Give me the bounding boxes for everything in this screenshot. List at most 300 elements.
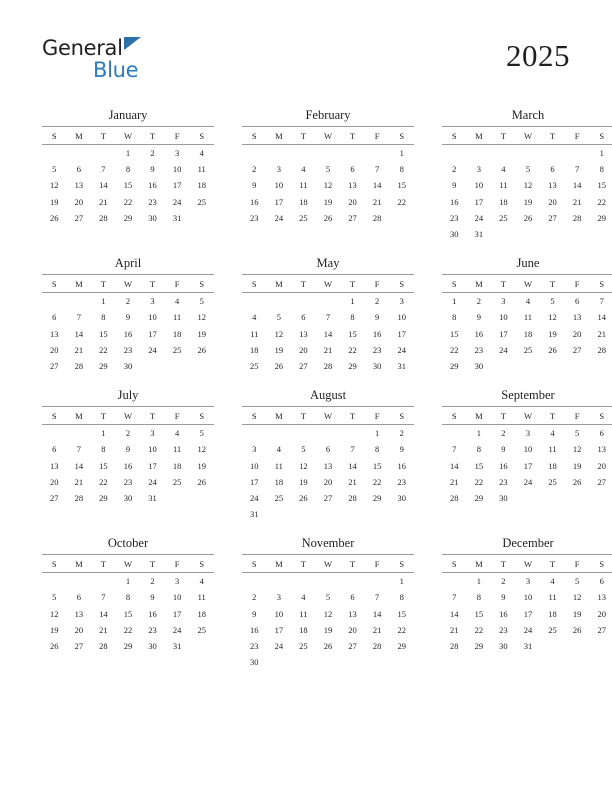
day-cell[interactable]: 10 [274,608,284,619]
day-cell[interactable]: 29 [397,641,406,652]
day-cell[interactable]: 23 [372,344,382,355]
day-cell[interactable]: 31 [172,641,182,652]
day-cell[interactable]: 1 [101,296,106,307]
day-cell[interactable]: 18 [250,344,259,355]
day-cell[interactable]: 28 [74,360,84,371]
day-cell[interactable]: 3 [399,296,404,307]
day-cell[interactable]: 26 [572,476,582,487]
day-cell[interactable]: 22 [397,196,406,207]
day-cell[interactable]: 4 [174,296,180,307]
day-cell[interactable]: 1 [101,428,106,439]
day-cell[interactable]: 17 [499,328,508,339]
day-cell[interactable]: 31 [148,492,157,503]
day-cell[interactable]: 3 [476,164,481,175]
day-cell[interactable]: 4 [550,428,555,439]
day-cell[interactable]: 15 [474,460,484,471]
day-cell[interactable]: 7 [599,296,604,307]
day-cell[interactable]: 8 [101,444,106,455]
day-cell[interactable]: 28 [597,344,606,355]
day-cell[interactable]: 29 [123,641,133,652]
day-cell[interactable]: 31 [250,509,259,520]
day-cell[interactable]: 3 [525,428,531,439]
day-cell[interactable]: 4 [501,164,506,175]
day-cell[interactable]: 7 [350,444,355,455]
day-cell[interactable]: 14 [372,180,382,191]
day-cell[interactable]: 14 [597,312,606,323]
day-cell[interactable]: 21 [99,624,108,635]
day-cell[interactable]: 29 [450,360,459,371]
day-cell[interactable]: 2 [252,592,257,603]
day-cell[interactable]: 7 [76,312,81,323]
day-cell[interactable]: 22 [397,624,406,635]
day-cell[interactable]: 22 [123,624,133,635]
day-cell[interactable]: 3 [525,576,531,587]
day-cell[interactable]: 6 [574,296,580,307]
day-cell[interactable]: 21 [372,624,382,635]
day-cell[interactable]: 9 [252,180,257,191]
day-cell[interactable]: 24 [499,344,508,355]
day-cell[interactable]: 29 [474,492,484,503]
day-cell[interactable]: 25 [274,492,284,503]
day-cell[interactable]: 31 [172,212,182,223]
day-cell[interactable]: 23 [499,624,508,635]
day-cell[interactable]: 10 [250,460,259,471]
day-cell[interactable]: 6 [325,444,331,455]
day-cell[interactable]: 18 [274,476,284,487]
day-cell[interactable]: 27 [597,476,606,487]
day-cell[interactable]: 18 [172,460,182,471]
day-cell[interactable]: 28 [74,492,84,503]
day-cell[interactable]: 6 [52,312,57,323]
day-cell[interactable]: 3 [174,576,180,587]
day-cell[interactable]: 20 [548,196,557,207]
day-cell[interactable]: 2 [125,428,131,439]
day-cell[interactable]: 23 [450,212,459,223]
day-cell[interactable]: 5 [52,164,57,175]
day-cell[interactable]: 10 [523,444,533,455]
day-cell[interactable]: 12 [299,460,308,471]
day-cell[interactable]: 13 [50,460,59,471]
day-cell[interactable]: 19 [323,624,333,635]
day-cell[interactable]: 7 [101,164,106,175]
day-cell[interactable]: 4 [199,148,204,159]
day-cell[interactable]: 17 [274,624,284,635]
day-cell[interactable]: 25 [548,624,557,635]
day-cell[interactable]: 18 [197,608,206,619]
day-cell[interactable]: 2 [125,296,131,307]
day-cell[interactable]: 8 [399,592,404,603]
day-cell[interactable]: 7 [76,444,81,455]
day-cell[interactable]: 13 [597,444,606,455]
day-cell[interactable]: 26 [299,492,308,503]
day-cell[interactable]: 24 [172,624,182,635]
day-cell[interactable]: 6 [76,592,81,603]
day-cell[interactable]: 11 [173,312,182,323]
day-cell[interactable]: 28 [99,641,108,652]
day-cell[interactable]: 20 [323,476,333,487]
day-cell[interactable]: 19 [197,328,206,339]
day-cell[interactable]: 1 [399,576,404,587]
day-cell[interactable]: 30 [123,492,133,503]
day-cell[interactable]: 5 [199,296,204,307]
day-cell[interactable]: 8 [374,444,380,455]
day-cell[interactable]: 15 [474,608,484,619]
day-cell[interactable]: 7 [101,592,106,603]
day-cell[interactable]: 12 [197,312,206,323]
day-cell[interactable]: 13 [323,460,333,471]
day-cell[interactable]: 26 [323,641,333,652]
day-cell[interactable]: 5 [525,164,531,175]
day-cell[interactable]: 10 [172,592,182,603]
day-cell[interactable]: 11 [197,592,206,603]
day-cell[interactable]: 13 [348,180,357,191]
day-cell[interactable]: 9 [374,312,380,323]
day-cell[interactable]: 13 [50,328,59,339]
day-cell[interactable]: 25 [299,641,308,652]
day-cell[interactable]: 30 [148,641,157,652]
day-cell[interactable]: 23 [148,196,157,207]
day-cell[interactable]: 11 [548,592,557,603]
day-cell[interactable]: 14 [99,608,108,619]
day-cell[interactable]: 28 [450,641,459,652]
day-cell[interactable]: 4 [525,296,531,307]
day-cell[interactable]: 13 [74,180,84,191]
day-cell[interactable]: 11 [299,608,308,619]
day-cell[interactable]: 24 [397,344,406,355]
day-cell[interactable]: 29 [348,360,357,371]
day-cell[interactable]: 28 [323,360,333,371]
day-cell[interactable]: 16 [450,196,459,207]
day-cell[interactable]: 18 [299,196,308,207]
day-cell[interactable]: 30 [123,360,133,371]
day-cell[interactable]: 9 [252,608,257,619]
day-cell[interactable]: 18 [197,180,206,191]
day-cell[interactable]: 15 [597,180,606,191]
day-cell[interactable]: 2 [476,296,481,307]
day-cell[interactable]: 6 [76,164,81,175]
day-cell[interactable]: 29 [474,641,484,652]
day-cell[interactable]: 14 [450,460,459,471]
day-cell[interactable]: 23 [499,476,508,487]
day-cell[interactable]: 9 [150,592,155,603]
day-cell[interactable]: 25 [172,476,182,487]
day-cell[interactable]: 6 [350,592,355,603]
day-cell[interactable]: 22 [450,344,459,355]
day-cell[interactable]: 13 [548,180,557,191]
day-cell[interactable]: 14 [372,608,382,619]
day-cell[interactable]: 5 [301,444,306,455]
day-cell[interactable]: 9 [125,312,131,323]
day-cell[interactable]: 24 [250,492,259,503]
day-cell[interactable]: 27 [572,344,582,355]
day-cell[interactable]: 27 [548,212,557,223]
day-cell[interactable]: 20 [348,196,357,207]
day-cell[interactable]: 9 [501,444,506,455]
day-cell[interactable]: 11 [197,164,206,175]
day-cell[interactable]: 26 [548,344,557,355]
day-cell[interactable]: 3 [150,296,155,307]
day-cell[interactable]: 7 [374,592,380,603]
day-cell[interactable]: 21 [572,196,582,207]
day-cell[interactable]: 25 [197,624,206,635]
day-cell[interactable]: 20 [74,624,84,635]
day-cell[interactable]: 30 [499,492,508,503]
day-cell[interactable]: 8 [476,444,481,455]
day-cell[interactable]: 25 [172,344,182,355]
day-cell[interactable]: 8 [476,592,481,603]
day-cell[interactable]: 30 [372,360,382,371]
day-cell[interactable]: 16 [499,608,508,619]
day-cell[interactable]: 30 [474,360,484,371]
day-cell[interactable]: 7 [452,444,457,455]
day-cell[interactable]: 12 [323,180,333,191]
day-cell[interactable]: 10 [172,164,182,175]
day-cell[interactable]: 4 [301,592,306,603]
day-cell[interactable]: 18 [172,328,182,339]
day-cell[interactable]: 2 [150,148,155,159]
day-cell[interactable]: 27 [597,624,606,635]
day-cell[interactable]: 26 [323,212,333,223]
day-cell[interactable]: 5 [550,296,555,307]
day-cell[interactable]: 15 [372,460,382,471]
day-cell[interactable]: 31 [397,360,406,371]
day-cell[interactable]: 9 [501,592,506,603]
day-cell[interactable]: 21 [372,196,382,207]
day-cell[interactable]: 21 [74,476,84,487]
day-cell[interactable]: 20 [299,344,308,355]
day-cell[interactable]: 26 [572,624,582,635]
day-cell[interactable]: 18 [499,196,508,207]
day-cell[interactable]: 15 [348,328,357,339]
day-cell[interactable]: 17 [474,196,484,207]
day-cell[interactable]: 23 [148,624,157,635]
day-cell[interactable]: 23 [250,641,259,652]
day-cell[interactable]: 22 [99,476,108,487]
day-cell[interactable]: 10 [499,312,508,323]
day-cell[interactable]: 3 [174,148,180,159]
day-cell[interactable]: 27 [74,641,84,652]
day-cell[interactable]: 3 [501,296,506,307]
day-cell[interactable]: 19 [50,624,59,635]
day-cell[interactable]: 21 [450,476,459,487]
day-cell[interactable]: 26 [50,641,59,652]
day-cell[interactable]: 12 [197,444,206,455]
day-cell[interactable]: 12 [572,592,582,603]
day-cell[interactable]: 28 [348,492,357,503]
day-cell[interactable]: 5 [574,576,580,587]
day-cell[interactable]: 14 [572,180,582,191]
day-cell[interactable]: 12 [523,180,533,191]
day-cell[interactable]: 26 [50,212,59,223]
day-cell[interactable]: 19 [323,196,333,207]
day-cell[interactable]: 22 [99,344,108,355]
day-cell[interactable]: 26 [274,360,284,371]
day-cell[interactable]: 20 [572,328,582,339]
day-cell[interactable]: 15 [99,460,108,471]
day-cell[interactable]: 11 [499,180,508,191]
day-cell[interactable]: 13 [597,592,606,603]
day-cell[interactable]: 12 [50,180,59,191]
day-cell[interactable]: 29 [99,360,108,371]
day-cell[interactable]: 18 [299,624,308,635]
day-cell[interactable]: 16 [148,180,157,191]
day-cell[interactable]: 13 [74,608,84,619]
day-cell[interactable]: 10 [397,312,406,323]
day-cell[interactable]: 30 [250,657,259,668]
day-cell[interactable]: 16 [397,460,406,471]
day-cell[interactable]: 23 [123,476,133,487]
day-cell[interactable]: 11 [523,312,533,323]
day-cell[interactable]: 9 [476,312,481,323]
day-cell[interactable]: 6 [599,428,604,439]
day-cell[interactable]: 12 [323,608,333,619]
day-cell[interactable]: 15 [123,608,133,619]
day-cell[interactable]: 16 [499,460,508,471]
day-cell[interactable]: 8 [452,312,457,323]
day-cell[interactable]: 18 [548,608,557,619]
day-cell[interactable]: 20 [50,476,59,487]
day-cell[interactable]: 4 [276,444,281,455]
day-cell[interactable]: 11 [173,444,182,455]
day-cell[interactable]: 1 [350,296,355,307]
day-cell[interactable]: 19 [572,460,582,471]
day-cell[interactable]: 16 [123,460,133,471]
day-cell[interactable]: 1 [476,576,481,587]
day-cell[interactable]: 16 [250,624,259,635]
day-cell[interactable]: 27 [299,360,308,371]
day-cell[interactable]: 19 [299,476,308,487]
day-cell[interactable]: 7 [325,312,331,323]
day-cell[interactable]: 15 [123,180,133,191]
day-cell[interactable]: 16 [123,328,133,339]
day-cell[interactable]: 11 [250,328,259,339]
day-cell[interactable]: 5 [574,428,580,439]
day-cell[interactable]: 10 [474,180,484,191]
day-cell[interactable]: 21 [323,344,333,355]
day-cell[interactable]: 17 [523,608,533,619]
day-cell[interactable]: 4 [174,428,180,439]
day-cell[interactable]: 23 [397,476,406,487]
day-cell[interactable]: 23 [250,212,259,223]
day-cell[interactable]: 23 [474,344,484,355]
day-cell[interactable]: 24 [274,212,284,223]
day-cell[interactable]: 22 [372,476,382,487]
day-cell[interactable]: 14 [323,328,333,339]
day-cell[interactable]: 28 [450,492,459,503]
day-cell[interactable]: 21 [450,624,459,635]
day-cell[interactable]: 3 [276,164,281,175]
day-cell[interactable]: 5 [199,428,204,439]
day-cell[interactable]: 6 [550,164,555,175]
day-cell[interactable]: 28 [572,212,582,223]
day-cell[interactable]: 19 [548,328,557,339]
day-cell[interactable]: 8 [350,312,355,323]
day-cell[interactable]: 29 [123,212,133,223]
day-cell[interactable]: 20 [74,196,84,207]
day-cell[interactable]: 27 [348,641,357,652]
day-cell[interactable]: 15 [397,608,406,619]
day-cell[interactable]: 5 [52,592,57,603]
day-cell[interactable]: 11 [548,444,557,455]
day-cell[interactable]: 5 [325,164,331,175]
day-cell[interactable]: 24 [523,624,533,635]
day-cell[interactable]: 25 [250,360,259,371]
day-cell[interactable]: 29 [597,212,606,223]
day-cell[interactable]: 10 [148,312,157,323]
day-cell[interactable]: 6 [599,576,604,587]
day-cell[interactable]: 25 [523,344,533,355]
day-cell[interactable]: 4 [301,164,306,175]
day-cell[interactable]: 4 [199,576,204,587]
day-cell[interactable]: 8 [399,164,404,175]
day-cell[interactable]: 17 [148,328,157,339]
day-cell[interactable]: 10 [274,180,284,191]
day-cell[interactable]: 26 [523,212,533,223]
day-cell[interactable]: 2 [150,576,155,587]
day-cell[interactable]: 21 [74,344,84,355]
day-cell[interactable]: 19 [274,344,284,355]
day-cell[interactable]: 30 [450,229,459,240]
day-cell[interactable]: 29 [372,492,382,503]
day-cell[interactable]: 8 [125,164,131,175]
day-cell[interactable]: 12 [548,312,557,323]
day-cell[interactable]: 28 [99,212,108,223]
day-cell[interactable]: 1 [125,148,131,159]
day-cell[interactable]: 22 [474,624,484,635]
day-cell[interactable]: 7 [574,164,580,175]
day-cell[interactable]: 24 [523,476,533,487]
day-cell[interactable]: 22 [123,196,133,207]
day-cell[interactable]: 10 [523,592,533,603]
day-cell[interactable]: 2 [452,164,457,175]
day-cell[interactable]: 25 [299,212,308,223]
day-cell[interactable]: 24 [148,344,157,355]
day-cell[interactable]: 2 [501,428,506,439]
day-cell[interactable]: 17 [172,608,182,619]
day-cell[interactable]: 6 [52,444,57,455]
day-cell[interactable]: 26 [197,476,206,487]
day-cell[interactable]: 9 [452,180,457,191]
day-cell[interactable]: 12 [274,328,284,339]
day-cell[interactable]: 3 [150,428,155,439]
day-cell[interactable]: 24 [274,641,284,652]
day-cell[interactable]: 27 [50,492,59,503]
day-cell[interactable]: 27 [50,360,59,371]
day-cell[interactable]: 6 [350,164,355,175]
day-cell[interactable]: 1 [374,428,380,439]
day-cell[interactable]: 25 [197,196,206,207]
day-cell[interactable]: 21 [99,196,108,207]
day-cell[interactable]: 2 [374,296,380,307]
day-cell[interactable]: 14 [450,608,459,619]
day-cell[interactable]: 19 [50,196,59,207]
day-cell[interactable]: 31 [474,229,484,240]
day-cell[interactable]: 20 [597,608,606,619]
day-cell[interactable]: 18 [548,460,557,471]
day-cell[interactable]: 27 [74,212,84,223]
day-cell[interactable]: 16 [148,608,157,619]
day-cell[interactable]: 2 [252,164,257,175]
day-cell[interactable]: 9 [150,164,155,175]
day-cell[interactable]: 10 [148,444,157,455]
day-cell[interactable]: 12 [572,444,582,455]
day-cell[interactable]: 15 [397,180,406,191]
day-cell[interactable]: 3 [252,444,257,455]
day-cell[interactable]: 13 [572,312,582,323]
day-cell[interactable]: 19 [523,196,533,207]
day-cell[interactable]: 30 [397,492,406,503]
day-cell[interactable]: 26 [197,344,206,355]
